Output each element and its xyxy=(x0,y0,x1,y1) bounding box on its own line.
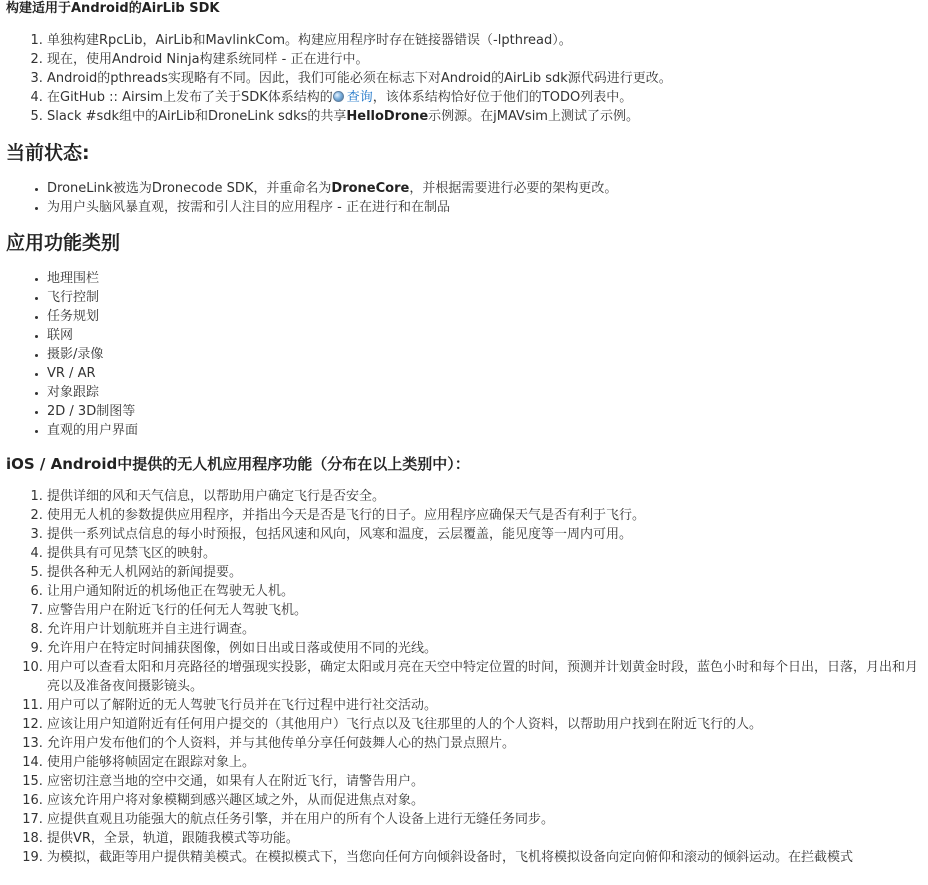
list-item: • 摄影/录像 xyxy=(47,345,920,364)
list-item: 10. 用户可以查看太阳和月亮路径的增强现实投影，确定太阳或月亮在天空中特定位置的时间，预测并计划黄金时段，蓝色小时和每个日出，日落，月出和月亮以及准备夜间摄影镜头。 xyxy=(47,658,920,696)
list-item: 11. 用户可以了解附近的无人驾驶飞行员并在飞行过程中进行社交活动。 xyxy=(47,696,920,715)
list-item: • 联网 xyxy=(47,326,920,345)
list-item: 5. 提供各种无人机网站的新闻提要。 xyxy=(47,563,920,582)
list-item: • 2D / 3D制图等 xyxy=(47,402,920,421)
heading-current-status: 当前状态: xyxy=(6,142,90,164)
heading-build-airlib: 构建适用于Android的AirLib SDK xyxy=(6,1,220,16)
list-item-text: DroneLink被选为Dronecode SDK，并重命名为 xyxy=(47,181,332,196)
category-list xyxy=(6,269,920,440)
list-item: • VR / AR xyxy=(47,364,920,383)
list-item: • 飞行控制 xyxy=(47,288,920,307)
heading-app-features: iOS / Android中提供的无人机应用程序功能（分布在以上类别中）： xyxy=(6,455,470,473)
list-item: 8. 允许用户计划航班并自主进行调查。 xyxy=(47,620,920,639)
list-item: 3. 提供一系列试点信息的每小时预报，包括风速和风向，风寒和温度，云层覆盖，能见度等一周内可用。 xyxy=(47,525,920,544)
list-item xyxy=(47,88,920,107)
list-item xyxy=(47,179,920,198)
list-item: 15. 应密切注意当地的空中交通，如果有人在附近飞行，请警告用户。 xyxy=(47,772,920,791)
list-item-text: 示例源。在jMAVsim上测试了示例。 xyxy=(428,109,639,124)
globe-icon xyxy=(333,91,344,102)
list-item: • 任务规划 xyxy=(47,307,920,326)
list-item: 2. 现在，使用Android Ninja构建系统同样 - 正在进行中。 xyxy=(47,50,920,69)
list-item: 19. 为模拟，截距等用户提供精美模式。在模拟模式下，当您向任何方向倾斜设备时，飞机将模拟设备向定向俯仰和滚动的倾斜运动。在拦截模式 xyxy=(47,848,920,867)
hellodrone-bold: HelloDrone xyxy=(346,109,429,124)
list-item: 1. 提供详细的风和天气信息，以帮助用户确定飞行是否安全。 xyxy=(47,487,920,506)
list-item-text: Slack #sdk组中的AirLib和DroneLink sdks的共享 xyxy=(47,109,347,124)
list-item-text: ，并根据需要进行必要的架构更改。 xyxy=(409,181,618,196)
list-item: 18. 提供VR，全景，轨道，跟随我模式等功能。 xyxy=(47,829,920,848)
list-item: • 地理围栏 xyxy=(47,269,920,288)
list-item: 17. 应提供直观且功能强大的航点任务引擎，并在用户的所有个人设备上进行无缝任务同步。 xyxy=(47,810,920,829)
build-steps-list xyxy=(6,31,920,126)
list-item: 12. 应该让用户知道附近有任何用户提交的（其他用户）飞行点以及飞往那里的人的个人资料，以帮助用户找到在附近飞行的人。 xyxy=(47,715,920,734)
current-status-list xyxy=(6,179,920,217)
list-item: 3. Android的pthreads实现略有不同。因此，我们可能必须在标志下对Android的AirLib sdk源代码进行更改。 xyxy=(47,69,920,88)
list-item: 7. 应警告用户在附近飞行的任何无人驾驶飞机。 xyxy=(47,601,920,620)
dronecore-bold: DroneCore xyxy=(331,181,410,196)
list-item: • 直观的用户界面 xyxy=(47,421,920,440)
list-item-text: 在GitHub :: Airsim上发布了关于SDK体系结构的 xyxy=(47,90,333,105)
list-item: 4. 提供具有可见禁飞区的映射。 xyxy=(47,544,920,563)
heading-app-categories: 应用功能类别 xyxy=(6,232,121,254)
list-item: • 对象跟踪 xyxy=(47,383,920,402)
list-item: 14. 使用户能够将帧固定在跟踪对象上。 xyxy=(47,753,920,772)
list-item: 6. 让用户通知附近的机场他正在驾驶无人机。 xyxy=(47,582,920,601)
list-item-text: ，该体系结构恰好位于他们的TODO列表中。 xyxy=(372,90,633,105)
list-item: 9. 允许用户在特定时间捕获图像，例如日出或日落或使用不同的光线。 xyxy=(47,639,920,658)
list-item: • 为用户头脑风暴直观，按需和引人注目的应用程序 - 正在进行和在制品 xyxy=(47,198,920,217)
list-item: 1. 单独构建RpcLib，AirLib和MavlinkCom。构建应用程序时存在链接器错误（-lpthread）。 xyxy=(47,31,920,50)
list-item: 13. 允许用户发布他们的个人资料，并与其他传单分享任何鼓舞人心的热门景点照片。 xyxy=(47,734,920,753)
query-link[interactable]: 查询 xyxy=(346,90,373,105)
list-item: 2. 使用无人机的参数提供应用程序，并指出今天是否是飞行的日子。应用程序应确保天气是否有利于飞行。 xyxy=(47,506,920,525)
list-item xyxy=(47,107,920,126)
feature-list xyxy=(6,487,920,867)
list-item: 16. 应该允许用户将对象模糊到感兴趣区域之外，从而促进焦点对象。 xyxy=(47,791,920,810)
